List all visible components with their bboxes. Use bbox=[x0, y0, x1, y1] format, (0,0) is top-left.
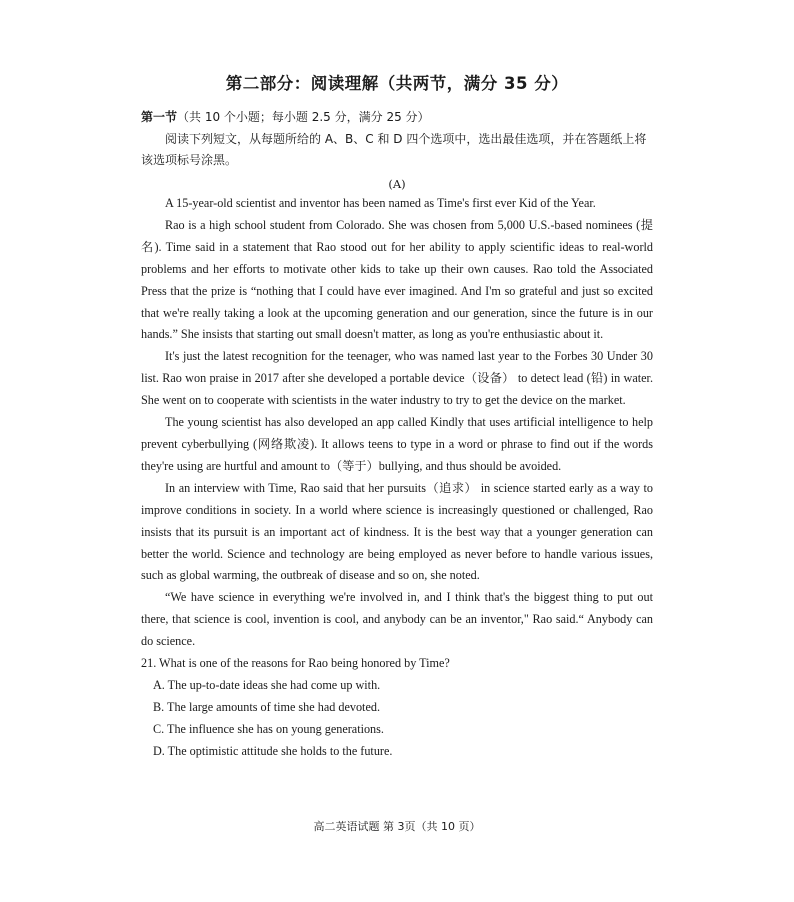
section-heading bbox=[141, 108, 653, 125]
question-option-c: C. The influence she has on young generations. bbox=[153, 721, 384, 736]
exam-page bbox=[141, 70, 653, 763]
passage-paragraph: “We have science in everything we're involved in, and I think that's the biggest thing to put out there, that science is cool, invention is cool, and anybody can be an inventor," Rao said.“ Anybody can do science. bbox=[141, 590, 653, 649]
passage-paragraph: A 15-year-old scientist and inventor has been named as Time's first ever Kid of the Year. bbox=[165, 196, 596, 210]
section-heading-detail: （共 10 个小题；每小题 2.5 分，满分 25 分） bbox=[177, 110, 430, 124]
page-footer: 高二英语试题 第 3页（共 10 页） bbox=[313, 820, 481, 833]
question-option-b: B. The large amounts of time she had devoted. bbox=[153, 699, 380, 714]
passage-paragraph: Rao is a high school student from Colorado. She was chosen from 5,000 U.S.-based nominees (提名). Time said in a statement that Rao stood out for her ability to apply scientific ideas to real-world problems and her efforts to motivate other kids to take up their own causes. Rao told the Associated Press that the prize is “nothing that I could have ever imagined. And I'm so grateful and just so excited that we're really taking a look at the upcoming generation and our generation, since the future is in our hands.” She insists that starting out small doesn't matter, as long as you're enthusiastic about it. bbox=[141, 217, 653, 342]
question-option-d: D. The optimistic attitude she holds to the future. bbox=[153, 743, 393, 758]
passage-paragraph: It's just the latest recognition for the teenager, who was named last year to the Forbes 30 Under 30 list. Rao won praise in 2017 after she developed a portable device（设备） to detect lead (铅) in water. She went on to cooperate with scientists in the water industry to try to get the device on the market. bbox=[141, 349, 653, 408]
page-title: 第二部分：阅读理解（共两节，满分 35 分） bbox=[225, 74, 569, 93]
section-heading-label: 第一节 bbox=[141, 110, 178, 124]
question-option-a: A. The up-to-date ideas she had come up with. bbox=[153, 677, 381, 692]
passage-paragraph: In an interview with Time, Rao said that her pursuits（追求） in science started early as a way to improve conditions in society. In a world where science is increasingly questioned or challenged, Rao insists that its pursuit is an important act of kindness. It is the best way that a younger generation can better the world. Science and technology are being employed as never before to handle various issues, such as global warming, the outbreak of disease and so on, she noted. bbox=[141, 480, 653, 583]
passage-label: (A) bbox=[388, 177, 406, 191]
section-instructions: 阅读下列短文，从每题所给的 A、B、C 和 D 四个选项中，选出最佳选项，并在答题纸上将该选项标号涂黑。 bbox=[141, 132, 647, 167]
question-stem: 21. What is one of the reasons for Rao being honored by Time? bbox=[141, 656, 450, 671]
passage-paragraph: The young scientist has also developed an app called Kindly that uses artificial intelligence to help prevent cyberbullying (网络欺凌). It allows teens to type in a word or phrase to find out if the words they're using are hurtful and amount to（等于）bullying, and thus should be avoided. bbox=[141, 415, 653, 473]
